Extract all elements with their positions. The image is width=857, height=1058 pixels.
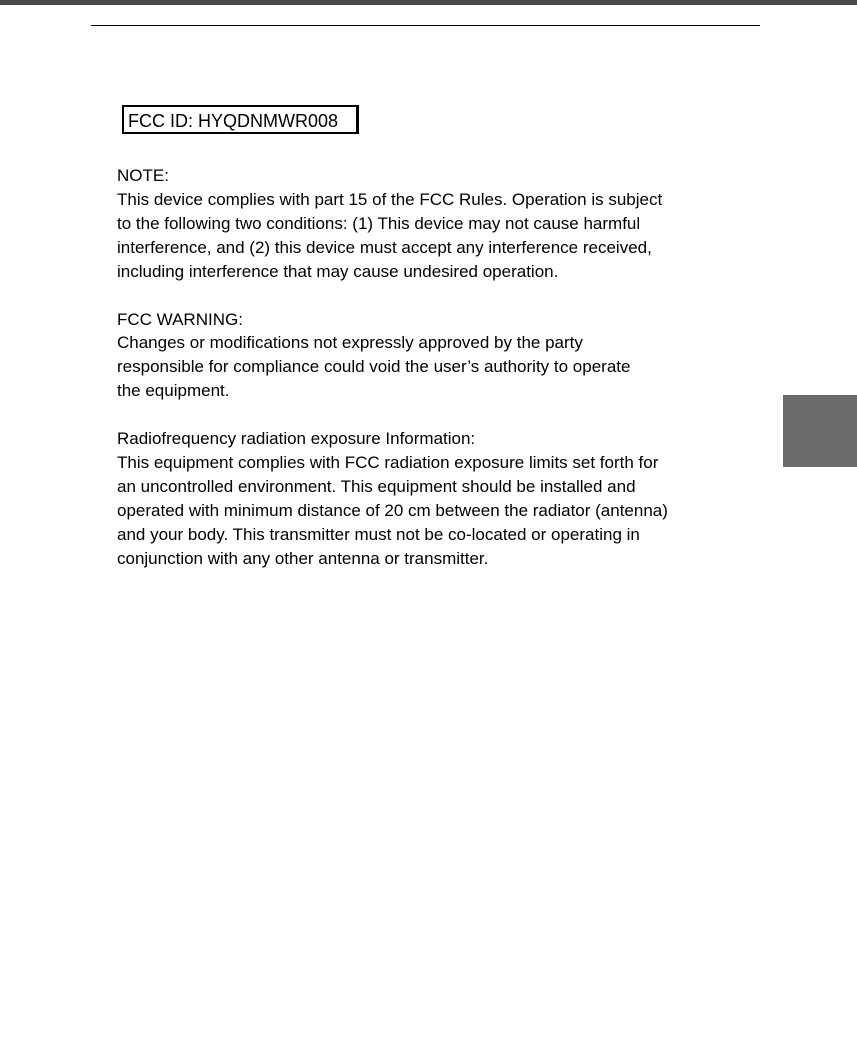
header-rule	[91, 25, 760, 26]
fcc-warning-section	[117, 308, 757, 404]
fcc-warning-line: Changes or modifications not expressly approved by the party	[117, 333, 583, 353]
fcc-warning-heading: FCC WARNING:	[117, 309, 243, 329]
fcc-id-label: FCC ID: HYQDNMWR008	[122, 105, 359, 134]
regulatory-text	[117, 164, 757, 595]
top-border-bar	[0, 0, 857, 5]
rf-exposure-line: conjunction with any other antenna or transmitter.	[117, 548, 489, 568]
fcc-warning-line: responsible for compliance could void the user’s authority to operate	[117, 357, 631, 377]
rf-exposure-heading: Radiofrequency radiation exposure Information:	[117, 429, 476, 449]
chapter-thumb-tab	[783, 395, 857, 467]
rf-exposure-line: an uncontrolled environment. This equipment should be installed and	[117, 476, 636, 496]
note-section	[117, 164, 757, 284]
note-line: This device complies with part 15 of the FCC Rules. Operation is subject	[117, 189, 663, 209]
rf-exposure-line: and your body. This transmitter must not be co-located or operating in	[117, 524, 640, 544]
note-line: including interference that may cause undesired operation.	[117, 261, 559, 281]
rf-exposure-section	[117, 427, 757, 570]
note-heading: NOTE:	[117, 166, 169, 185]
note-line: to the following two conditions: (1) This device may not cause harmful	[117, 213, 641, 233]
rf-exposure-line: operated with minimum distance of 20 cm between the radiator (antenna)	[117, 500, 668, 520]
fcc-warning-line: the equipment.	[117, 381, 230, 401]
note-line: interference, and (2) this device must accept any interference received,	[117, 237, 652, 257]
rf-exposure-line: This equipment complies with FCC radiation exposure limits set forth for	[117, 453, 659, 473]
